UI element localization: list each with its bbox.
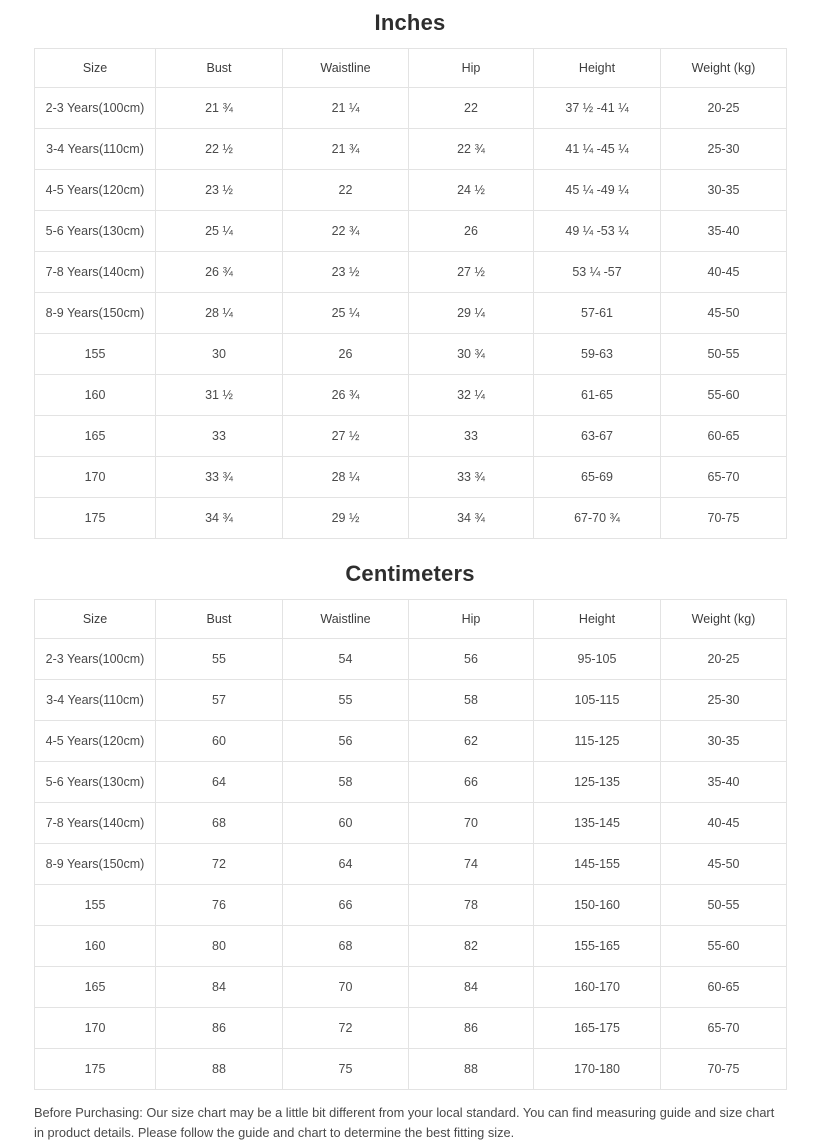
cell-hip: 86 bbox=[409, 1008, 534, 1049]
cell-hip: 33 bbox=[409, 416, 534, 457]
cell-hip: 88 bbox=[409, 1049, 534, 1090]
cell-weight: 30-35 bbox=[661, 721, 787, 762]
cell-waistline: 54 bbox=[283, 639, 409, 680]
table-row bbox=[35, 1008, 787, 1049]
cell-size: 4-5 Years(120cm) bbox=[35, 721, 156, 762]
cell-waistline: 21 ¼ bbox=[283, 88, 409, 129]
cell-weight: 35-40 bbox=[661, 211, 787, 252]
cell-waistline: 55 bbox=[283, 680, 409, 721]
size-table-centimeters bbox=[34, 599, 787, 1090]
cell-bust: 64 bbox=[156, 762, 283, 803]
cell-waistline: 29 ½ bbox=[283, 498, 409, 539]
cell-waistline: 27 ½ bbox=[283, 416, 409, 457]
page-title-inches: Inches bbox=[374, 10, 446, 35]
cell-height: 155-165 bbox=[534, 926, 661, 967]
cell-weight: 40-45 bbox=[661, 803, 787, 844]
column-header-waistline: Waistline bbox=[283, 600, 409, 639]
cell-bust: 21 ¾ bbox=[156, 88, 283, 129]
table-row bbox=[35, 885, 787, 926]
table-body-inches bbox=[35, 88, 787, 539]
cell-hip: 34 ¾ bbox=[409, 498, 534, 539]
column-header-height: Height bbox=[534, 600, 661, 639]
cell-bust: 28 ¼ bbox=[156, 293, 283, 334]
column-header-size: Size bbox=[35, 49, 156, 88]
cell-waistline: 72 bbox=[283, 1008, 409, 1049]
table-row bbox=[35, 170, 787, 211]
cell-weight: 60-65 bbox=[661, 967, 787, 1008]
cell-height: 57-61 bbox=[534, 293, 661, 334]
cell-waistline: 64 bbox=[283, 844, 409, 885]
size-table-inches bbox=[34, 48, 787, 539]
cell-bust: 33 bbox=[156, 416, 283, 457]
cell-height: 105-115 bbox=[534, 680, 661, 721]
cell-size: 155 bbox=[35, 334, 156, 375]
cell-height: 61-65 bbox=[534, 375, 661, 416]
cell-bust: 30 bbox=[156, 334, 283, 375]
cell-size: 5-6 Years(130cm) bbox=[35, 762, 156, 803]
cell-height: 165-175 bbox=[534, 1008, 661, 1049]
cell-bust: 22 ½ bbox=[156, 129, 283, 170]
cell-hip: 22 bbox=[409, 88, 534, 129]
table-row bbox=[35, 680, 787, 721]
cell-weight: 55-60 bbox=[661, 926, 787, 967]
cell-size: 170 bbox=[35, 457, 156, 498]
table-row bbox=[35, 498, 787, 539]
table-row bbox=[35, 88, 787, 129]
cell-height: 135-145 bbox=[534, 803, 661, 844]
cell-hip: 22 ¾ bbox=[409, 129, 534, 170]
cell-bust: 72 bbox=[156, 844, 283, 885]
cell-waistline: 60 bbox=[283, 803, 409, 844]
cell-bust: 60 bbox=[156, 721, 283, 762]
cell-bust: 25 ¼ bbox=[156, 211, 283, 252]
cell-size: 2-3 Years(100cm) bbox=[35, 639, 156, 680]
cell-bust: 57 bbox=[156, 680, 283, 721]
table-row bbox=[35, 211, 787, 252]
table-row bbox=[35, 293, 787, 334]
cell-size: 5-6 Years(130cm) bbox=[35, 211, 156, 252]
cell-weight: 20-25 bbox=[661, 639, 787, 680]
table-row bbox=[35, 252, 787, 293]
cell-hip: 27 ½ bbox=[409, 252, 534, 293]
cell-height: 53 ¼ -57 bbox=[534, 252, 661, 293]
cell-weight: 25-30 bbox=[661, 129, 787, 170]
cell-weight: 30-35 bbox=[661, 170, 787, 211]
cell-hip: 24 ½ bbox=[409, 170, 534, 211]
cell-size: 170 bbox=[35, 1008, 156, 1049]
cell-waistline: 28 ¼ bbox=[283, 457, 409, 498]
cell-hip: 56 bbox=[409, 639, 534, 680]
cell-waistline: 26 bbox=[283, 334, 409, 375]
cell-bust: 68 bbox=[156, 803, 283, 844]
cell-weight: 55-60 bbox=[661, 375, 787, 416]
cell-weight: 45-50 bbox=[661, 844, 787, 885]
cell-size: 2-3 Years(100cm) bbox=[35, 88, 156, 129]
cell-weight: 35-40 bbox=[661, 762, 787, 803]
column-header-weight: Weight (kg) bbox=[661, 600, 787, 639]
cell-weight: 50-55 bbox=[661, 334, 787, 375]
centimeters-section bbox=[34, 539, 786, 1090]
cell-size: 160 bbox=[35, 375, 156, 416]
page-title-centimeters: Centimeters bbox=[345, 561, 475, 586]
cell-waistline: 21 ¾ bbox=[283, 129, 409, 170]
cell-waistline: 23 ½ bbox=[283, 252, 409, 293]
cell-height: 125-135 bbox=[534, 762, 661, 803]
cell-hip: 30 ¾ bbox=[409, 334, 534, 375]
inches-section bbox=[34, 0, 786, 539]
cell-size: 4-5 Years(120cm) bbox=[35, 170, 156, 211]
cell-size: 7-8 Years(140cm) bbox=[35, 252, 156, 293]
cell-weight: 70-75 bbox=[661, 498, 787, 539]
cell-size: 160 bbox=[35, 926, 156, 967]
cell-bust: 26 ¾ bbox=[156, 252, 283, 293]
cell-height: 150-160 bbox=[534, 885, 661, 926]
cell-waistline: 66 bbox=[283, 885, 409, 926]
table-row bbox=[35, 457, 787, 498]
column-header-hip: Hip bbox=[409, 49, 534, 88]
cell-bust: 33 ¾ bbox=[156, 457, 283, 498]
cell-weight: 25-30 bbox=[661, 680, 787, 721]
table-row bbox=[35, 375, 787, 416]
column-header-hip: Hip bbox=[409, 600, 534, 639]
cell-height: 67-70 ¾ bbox=[534, 498, 661, 539]
cell-height: 41 ¼ -45 ¼ bbox=[534, 129, 661, 170]
table-row bbox=[35, 762, 787, 803]
cell-waistline: 75 bbox=[283, 1049, 409, 1090]
cell-weight: 60-65 bbox=[661, 416, 787, 457]
header-row bbox=[35, 49, 787, 88]
cell-height: 95-105 bbox=[534, 639, 661, 680]
cell-bust: 34 ¾ bbox=[156, 498, 283, 539]
cell-size: 3-4 Years(110cm) bbox=[35, 680, 156, 721]
cell-hip: 62 bbox=[409, 721, 534, 762]
table-row bbox=[35, 334, 787, 375]
cell-hip: 33 ¾ bbox=[409, 457, 534, 498]
table-row bbox=[35, 416, 787, 457]
cell-waistline: 26 ¾ bbox=[283, 375, 409, 416]
cell-bust: 88 bbox=[156, 1049, 283, 1090]
cell-height: 65-69 bbox=[534, 457, 661, 498]
cell-hip: 66 bbox=[409, 762, 534, 803]
cell-weight: 40-45 bbox=[661, 252, 787, 293]
cell-bust: 23 ½ bbox=[156, 170, 283, 211]
table-row bbox=[35, 721, 787, 762]
cell-height: 45 ¼ -49 ¼ bbox=[534, 170, 661, 211]
cell-height: 37 ½ -41 ¼ bbox=[534, 88, 661, 129]
column-header-bust: Bust bbox=[156, 49, 283, 88]
table-row bbox=[35, 129, 787, 170]
cell-hip: 58 bbox=[409, 680, 534, 721]
cell-size: 155 bbox=[35, 885, 156, 926]
cell-size: 175 bbox=[35, 1049, 156, 1090]
column-header-size: Size bbox=[35, 600, 156, 639]
cell-weight: 65-70 bbox=[661, 1008, 787, 1049]
cell-waistline: 22 bbox=[283, 170, 409, 211]
cell-height: 170-180 bbox=[534, 1049, 661, 1090]
column-header-height: Height bbox=[534, 49, 661, 88]
cell-weight: 20-25 bbox=[661, 88, 787, 129]
cell-waistline: 70 bbox=[283, 967, 409, 1008]
cell-waistline: 25 ¼ bbox=[283, 293, 409, 334]
table-row bbox=[35, 926, 787, 967]
header-row bbox=[35, 600, 787, 639]
table-row bbox=[35, 967, 787, 1008]
cell-weight: 70-75 bbox=[661, 1049, 787, 1090]
cell-hip: 29 ¼ bbox=[409, 293, 534, 334]
cell-waistline: 56 bbox=[283, 721, 409, 762]
cell-size: 8-9 Years(150cm) bbox=[35, 844, 156, 885]
cell-waistline: 58 bbox=[283, 762, 409, 803]
column-header-waistline: Waistline bbox=[283, 49, 409, 88]
column-header-bust: Bust bbox=[156, 600, 283, 639]
cell-waistline: 22 ¾ bbox=[283, 211, 409, 252]
cell-size: 175 bbox=[35, 498, 156, 539]
table-row bbox=[35, 844, 787, 885]
cell-size: 165 bbox=[35, 416, 156, 457]
cell-hip: 84 bbox=[409, 967, 534, 1008]
cell-height: 59-63 bbox=[534, 334, 661, 375]
cell-bust: 84 bbox=[156, 967, 283, 1008]
table-header-inches bbox=[35, 49, 787, 88]
cell-hip: 78 bbox=[409, 885, 534, 926]
cell-waistline: 68 bbox=[283, 926, 409, 967]
table-header-centimeters bbox=[35, 600, 787, 639]
table-row bbox=[35, 803, 787, 844]
cell-bust: 31 ½ bbox=[156, 375, 283, 416]
cell-bust: 86 bbox=[156, 1008, 283, 1049]
table-row bbox=[35, 1049, 787, 1090]
cell-height: 145-155 bbox=[534, 844, 661, 885]
cell-bust: 76 bbox=[156, 885, 283, 926]
cell-weight: 45-50 bbox=[661, 293, 787, 334]
purchasing-note: Before Purchasing: Our size chart may be a little bit different from your local standard. You can find measuring guide and size chart in product details. Please follow the guide and chart to determine the best fitting size. bbox=[34, 1105, 775, 1140]
cell-hip: 82 bbox=[409, 926, 534, 967]
column-header-weight: Weight (kg) bbox=[661, 49, 787, 88]
cell-weight: 65-70 bbox=[661, 457, 787, 498]
cell-height: 160-170 bbox=[534, 967, 661, 1008]
table-body-centimeters bbox=[35, 639, 787, 1090]
cell-bust: 55 bbox=[156, 639, 283, 680]
cell-weight: 50-55 bbox=[661, 885, 787, 926]
cell-size: 7-8 Years(140cm) bbox=[35, 803, 156, 844]
cell-hip: 74 bbox=[409, 844, 534, 885]
cell-hip: 32 ¼ bbox=[409, 375, 534, 416]
cell-height: 115-125 bbox=[534, 721, 661, 762]
cell-size: 3-4 Years(110cm) bbox=[35, 129, 156, 170]
cell-size: 8-9 Years(150cm) bbox=[35, 293, 156, 334]
cell-size: 165 bbox=[35, 967, 156, 1008]
cell-bust: 80 bbox=[156, 926, 283, 967]
table-row bbox=[35, 639, 787, 680]
cell-height: 63-67 bbox=[534, 416, 661, 457]
cell-hip: 70 bbox=[409, 803, 534, 844]
cell-height: 49 ¼ -53 ¼ bbox=[534, 211, 661, 252]
cell-hip: 26 bbox=[409, 211, 534, 252]
